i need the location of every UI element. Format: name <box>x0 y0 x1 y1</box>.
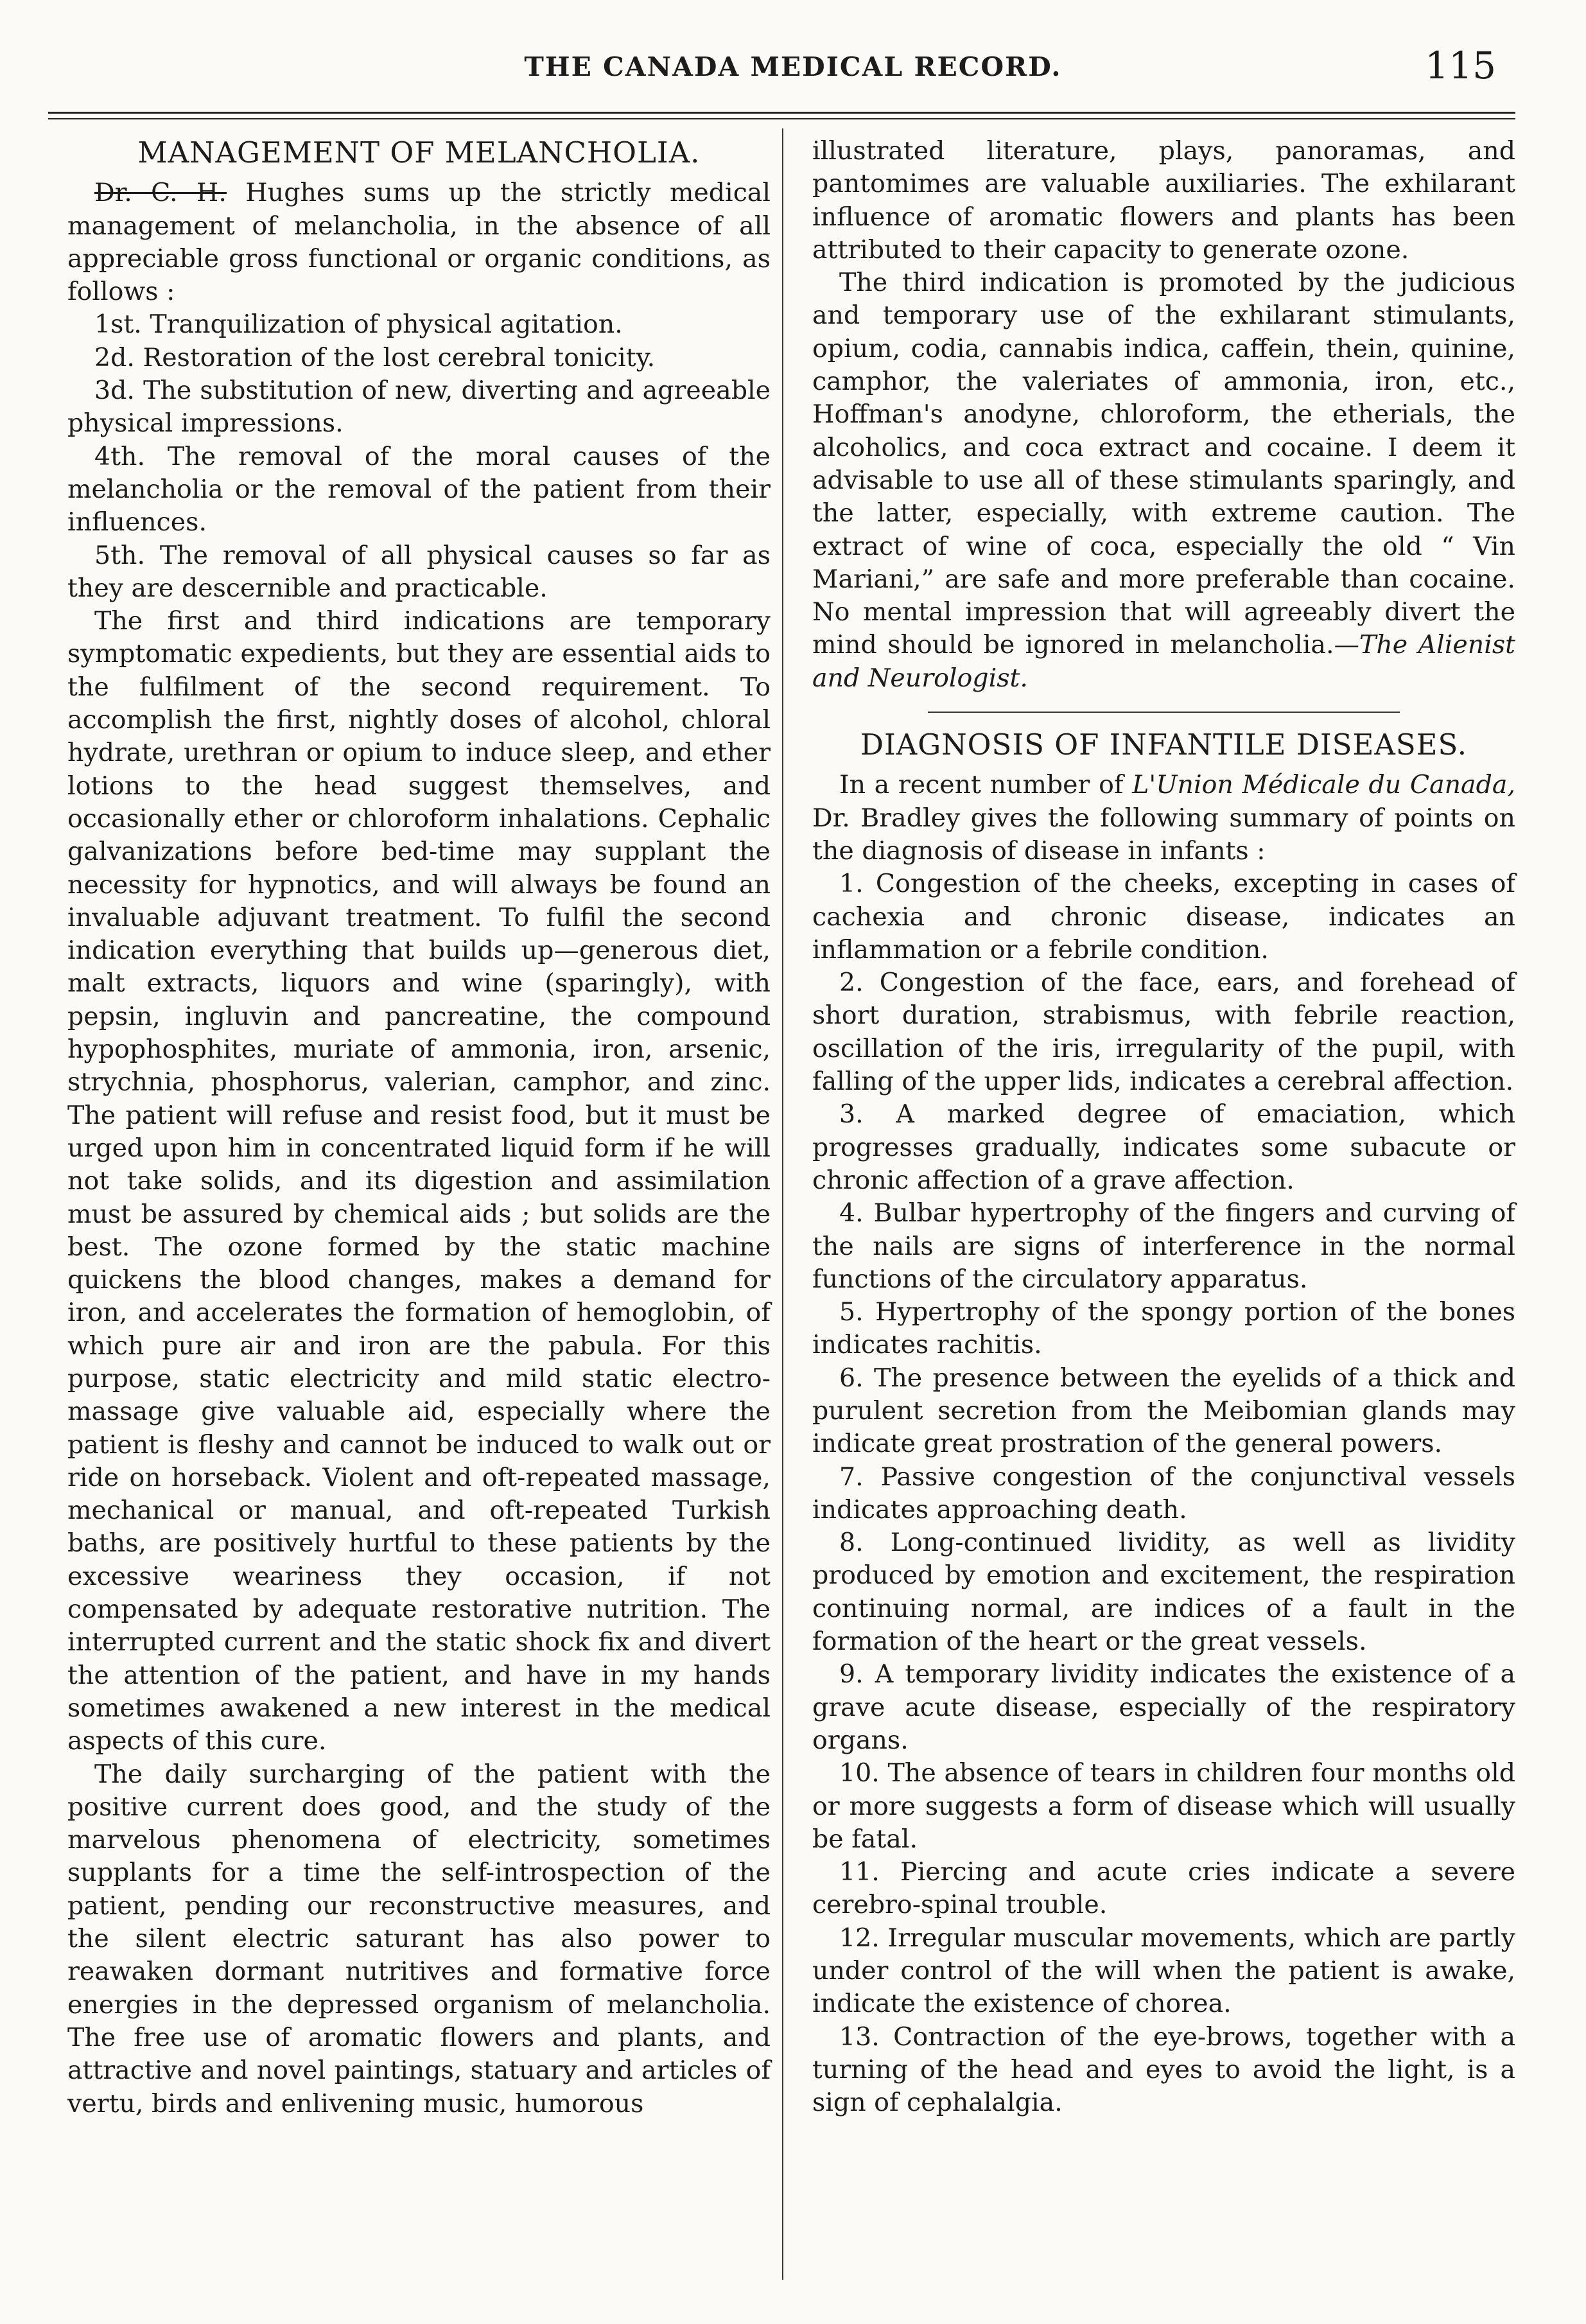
indication-item-1: 1st. Tranquilization of physical agitation. <box>94 310 623 340</box>
indication-item-5: 5th. The removal of all physical causes so far as they are descernible and practicable. <box>67 540 771 603</box>
intro-paragraph <box>67 177 771 308</box>
journal-name: L'Union Médicale du Canada, <box>1132 770 1515 800</box>
running-title: THE CANADA MEDICAL RECORD. <box>524 51 1062 82</box>
body-paragraph-1: The first and third indications are temporary symptomatic expedients, but they are essential aids to the fulfilment of the second requirement. To accomplish the first, nightly doses of alcohol, chloral hydrate, urethran or opium to induce sleep, and ether lotions to the head suggest themselves, and occasionally ether or chloroform inhalations. Cephalic galvanizations before bed-time may supplant the necessity for hypnotics, and will always be found an invaluable adjuvant treatment. To fulfil the second indication everything that builds up—generous diet, malt extracts, liquors and wine (sparingly), with pepsin, ingluvin and pancreatine, the compound hypophosphites, muriate of ammonia, iron, arsenic, strychnia, phosphorus, valerian, camphor, and zinc. The patient will refuse and resist food, but it must be urged upon him in concentrated liquid form if he will not take solids, and its digestion and assimilation must be assured by chemical aids ; but solids are the best. The ozone formed by the static machine quickens the blood changes, makes a demand for iron, and accelerates the formation of hemoglobin, of which pure air and iron are the pabula. For this purpose, static electricity and mild static electro-massage give valuable aid, especially where the patient is fleshy and cannot be induced to walk out or ride on horseback. Violent and oft-repeated massage, mechanical or manual, and oft-repeated Turkish baths, are positively hurtful to these patients by the excessive weariness they occasion, if not compensated by adequate restorative nutrition. The interrupted current and the static shock fix and divert the attention of the patient, and have in my hands sometimes awakened a new interest in the medical aspects of this cure. <box>67 606 771 1756</box>
diagnosis-point-6: 6. The presence between the eyelids of a thick and purulent secretion from the Meibomian glands may indicate great prostration of the general powers. <box>812 1363 1515 1459</box>
indication-item-4: 4th. The removal of the moral causes of the melancholia or the removal of the patient from their influences. <box>67 441 771 537</box>
header-rule-thin <box>48 118 1515 119</box>
header-rule <box>48 112 1515 114</box>
diagnosis-intro-end: Dr. Bradley gives the following summary of points on the diagnosis of disease in infants : <box>812 803 1515 866</box>
diagnosis-point-12: 12. Irregular muscular movements, which are partly under control of the will when the patient is awake, indicate the existence of chorea. <box>812 1923 1515 2019</box>
diagnosis-point-11: 11. Piercing and acute cries indicate a severe cerebro-spinal trouble. <box>812 1857 1515 1920</box>
intro-text: Hughes sums up the strictly medical management of melancholia, in the absence of all appreciable gross functional or organic conditions, as follows : <box>67 178 771 307</box>
diagnosis-point-10: 10. The absence of tears in children four months old or more suggests a form of disease which will usually be fatal. <box>812 1758 1515 1854</box>
diagnosis-point-9: 9. A temporary lividity indicates the existence of a grave acute disease, especially of the respiratory organs. <box>812 1659 1515 1755</box>
article-title-melancholia: MANAGEMENT OF MELANCHOLIA. <box>137 135 701 170</box>
continued-paragraph: illustrated literature, plays, panoramas, and pantomimes are valuable auxiliaries. The exhilarant influence of aromatic flowers and plants has been attributed to their capacity to generate ozone. <box>812 136 1515 265</box>
diagnosis-point-13: 13. Contraction of the eye-brows, together with a turning of the head and eyes to avoid the light, is a sign of cephalalgia. <box>812 2022 1515 2118</box>
diagnosis-point-2: 2. Congestion of the face, ears, and forehead of short duration, strabismus, with febrile reaction, oscillation of the iris, irregularity of the pupil, with falling of the upper lids, indicates a cerebral affection. <box>812 968 1515 1097</box>
citation-source: The Alienist and Neurologist. <box>812 630 1515 693</box>
diagnosis-intro <box>812 769 1515 868</box>
diagnosis-point-3: 3. A marked degree of emaciation, which progresses gradually, indicates some subacute or chronic affection of a grave affection. <box>812 1099 1515 1195</box>
third-indication-paragraph <box>812 266 1515 695</box>
author-name: Dr. C. H. <box>94 178 227 208</box>
running-head <box>0 39 1586 90</box>
indication-item-3: 3d. The substitution of new, diverting and agreeable physical impressions. <box>67 376 771 439</box>
diagnosis-point-7: 7. Passive congestion of the conjunctival vessels indicates approaching death. <box>812 1462 1515 1525</box>
diagnosis-point-4: 4. Bulbar hypertrophy of the fingers and curving of the nails are signs of interference in the normal functions of the circulatory apparatus. <box>812 1198 1515 1294</box>
section-divider <box>928 712 1400 713</box>
body-paragraph-2: The daily surcharging of the patient with the positive current does good, and the study of the marvelous phenomena of electricity, sometimes supplants for a time the self-introspection of the patient, pending our reconstructive measures, and the silent electric saturant has also power to reawaken dormant nutritives and formative force energies in the depressed organism of melancholia. The free use of aromatic flowers and plants, and attractive and novel paintings, statuary and articles of vertu, birds and enlivening music, humorous <box>67 1759 771 2119</box>
right-column <box>812 135 1515 2120</box>
page-number: 115 <box>1425 44 1496 87</box>
diagnosis-point-8: 8. Long-continued lividity, as well as lividity produced by emotion and excitement, the respiration continuing normal, are indices of a fault in the formation of the heart or the great vessels. <box>812 1528 1515 1657</box>
diagnosis-point-1: 1. Congestion of the cheeks, excepting in cases of cachexia and chronic disease, indicates an inflammation or a febrile condition. <box>812 869 1515 965</box>
indication-item-2: 2d. Restoration of the lost cerebral tonicity. <box>94 342 656 372</box>
left-column <box>67 135 771 2120</box>
citation-dash: — <box>1334 630 1359 660</box>
column-divider <box>782 128 783 2280</box>
third-indication-text: The third indication is promoted by the judicious and temporary use of the exhilarant stimulants, opium, codia, cannabis indica, caffein, thein, quinine, camphor, the valeriates of ammonia, iron, etc., Hoffman's anodyne, chloroform, the etherials, the alcoholics, and coca extract and cocaine. I deem it advisable to use all of these stimulants sparingly, and the latter, especially, with extreme caution. The extract of wine of coca, especially the old “ Vin Mariani,” are safe and more preferable than cocaine. No mental impression that will agreeably divert the mind should be ignored in melancholia. <box>812 268 1515 660</box>
diagnosis-intro-start: In a recent number of <box>839 770 1133 800</box>
article-title-infantile-diseases: DIAGNOSIS OF INFANTILE DISEASES. <box>860 728 1468 762</box>
diagnosis-point-5: 5. Hypertrophy of the spongy portion of the bones indicates rachitis. <box>812 1297 1515 1360</box>
